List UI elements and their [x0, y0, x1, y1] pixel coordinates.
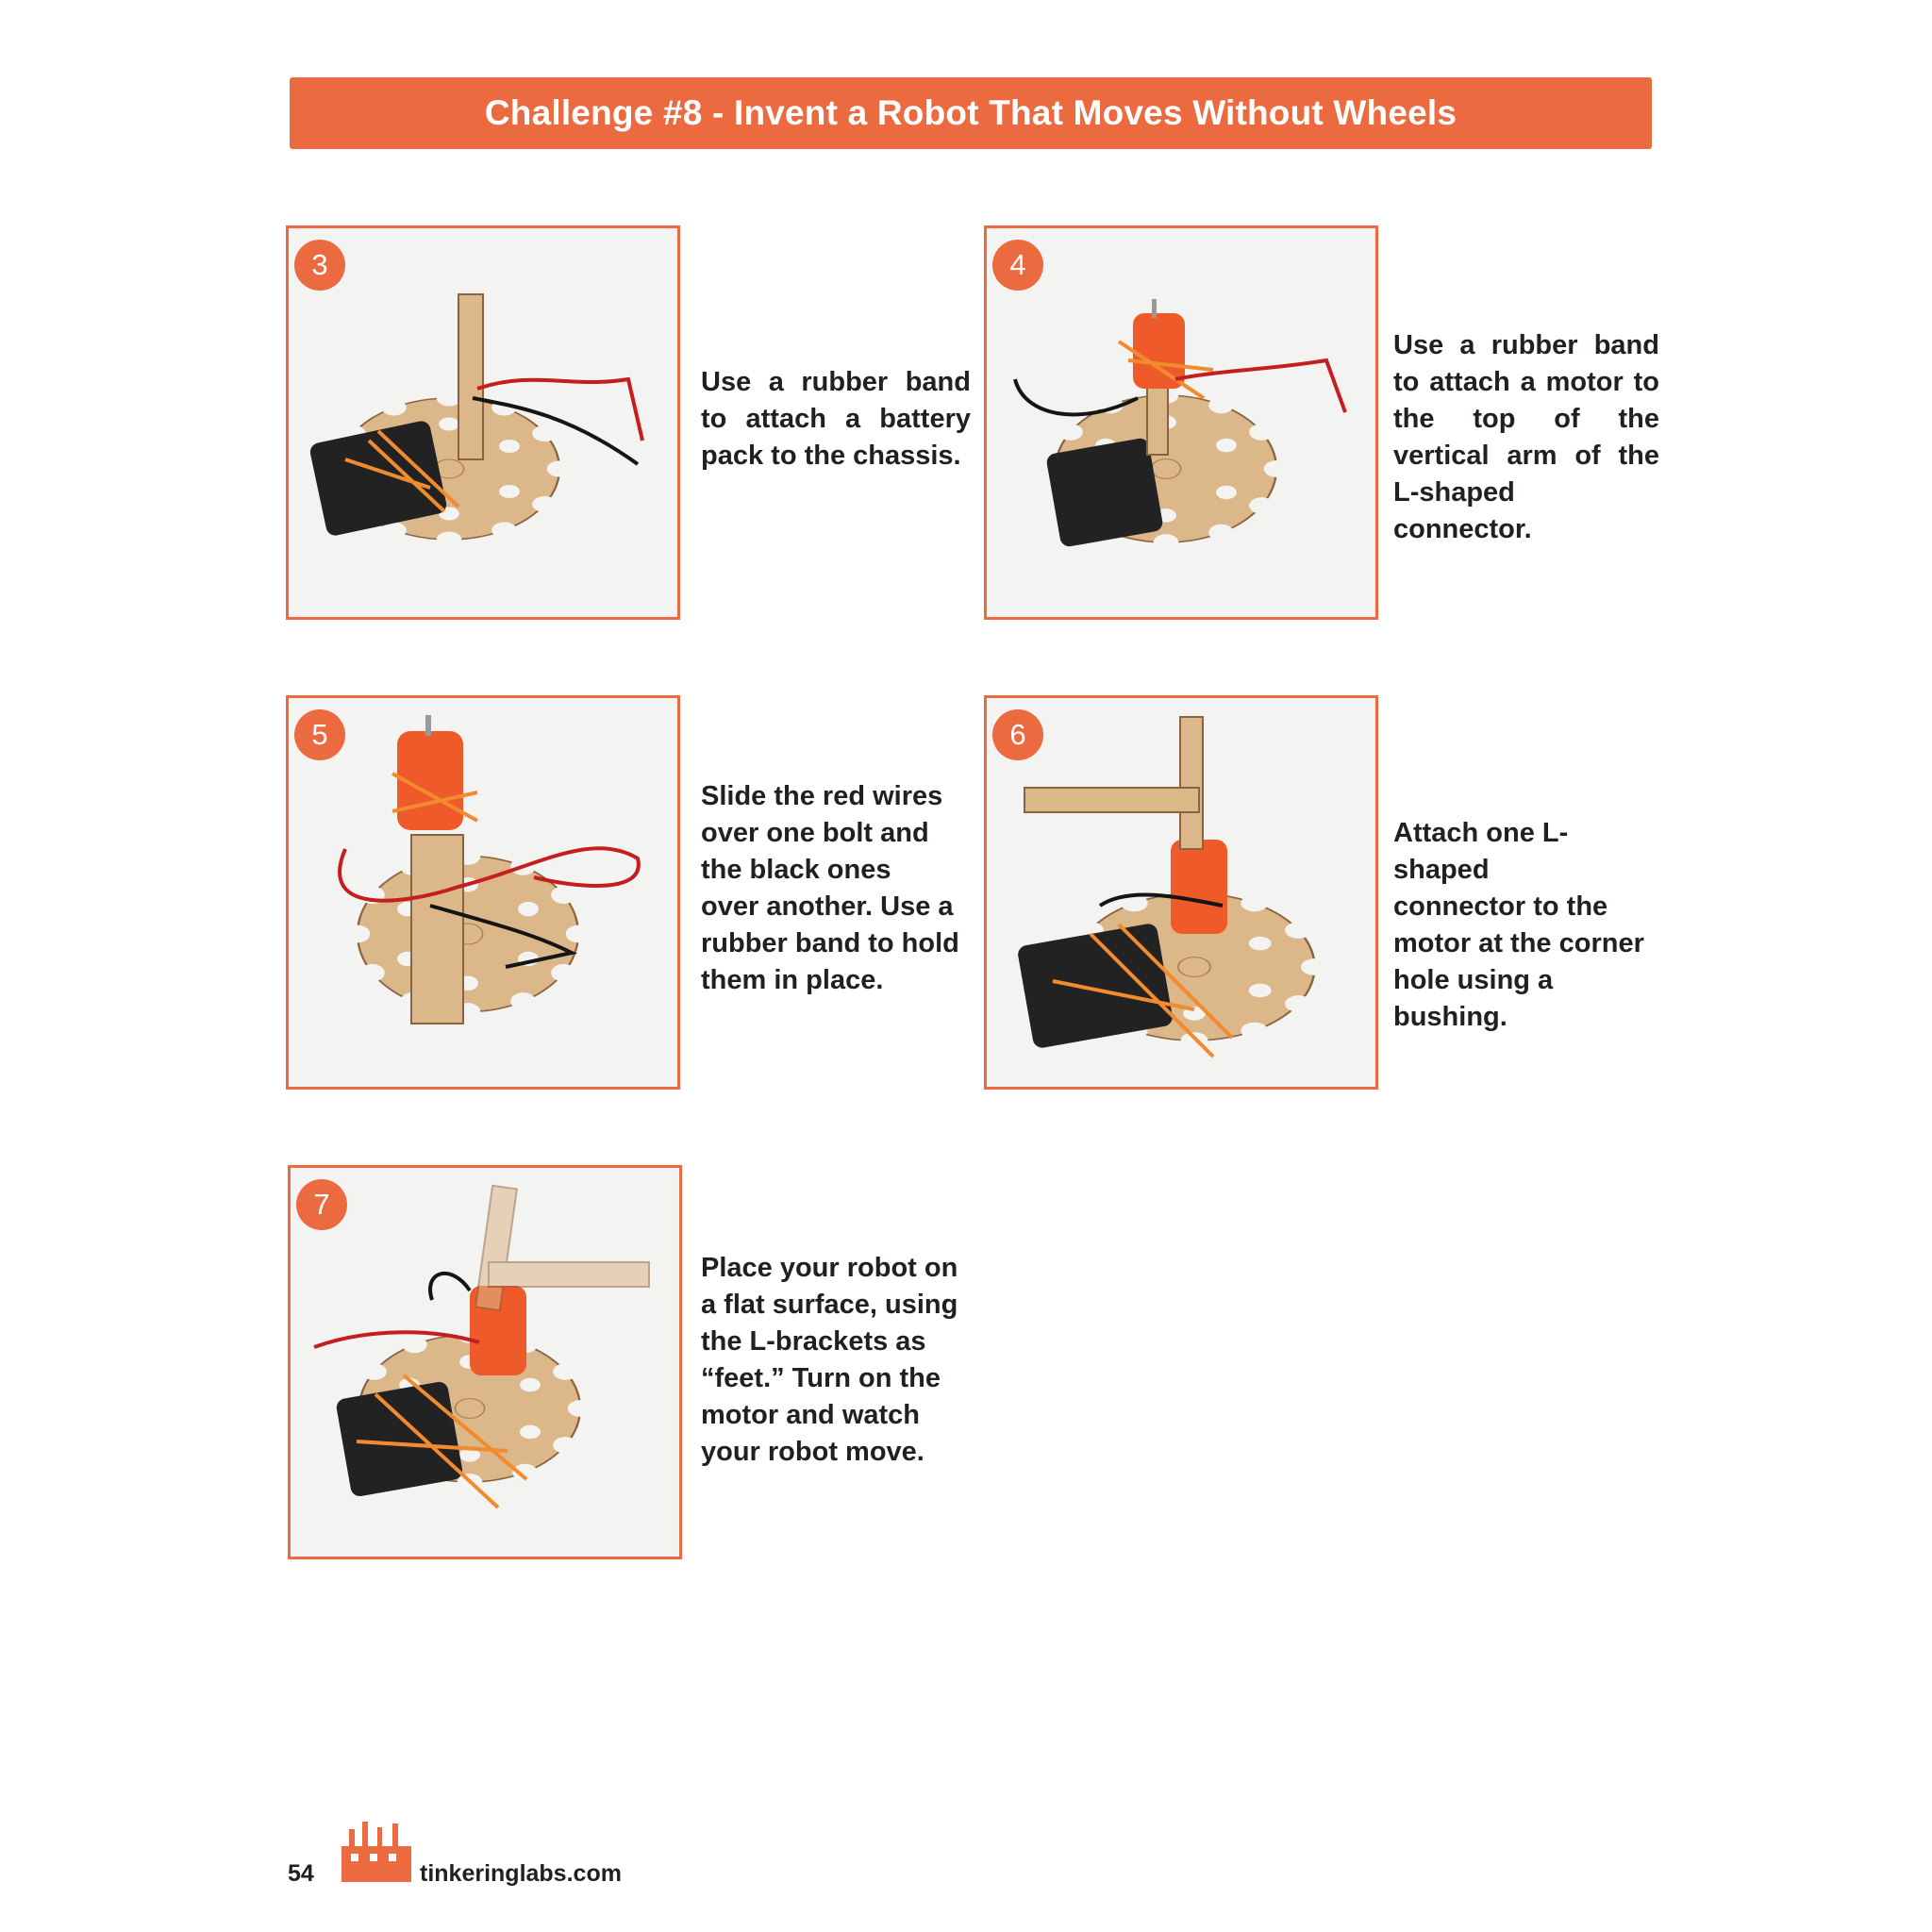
challenge-banner	[290, 77, 1652, 149]
step-7-text: Place your robot on a flat surface, using the L-brackets as “feet.” Turn on the motor and watch your robot move.	[701, 1253, 958, 1467]
step-3-badge: 3	[294, 240, 345, 291]
step-3-photo	[286, 225, 680, 620]
step-7-badge: 7	[296, 1179, 347, 1230]
robot-battery-illustration	[289, 228, 677, 617]
step-4-badge: 4	[992, 240, 1043, 291]
step-4-text: Use a rubber band to attach a motor to the top of the vertical arm of the L-shaped connector.	[1393, 330, 1659, 544]
step-3-text: Use a rubber band to attach a battery pack to the chassis.	[701, 367, 971, 471]
step-5-photo	[286, 695, 680, 1090]
page-number: 54	[288, 1860, 314, 1887]
robot-bracket-illustration	[987, 698, 1375, 1087]
robot-moving-illustration	[291, 1168, 679, 1557]
step-7-photo	[288, 1165, 682, 1559]
step-5-text: Slide the red wires over one bolt and the black ones over another. Use a rubber band to hold them in place.	[701, 781, 959, 995]
step-5-badge: 5	[294, 709, 345, 760]
tinkeringlabs-logo-icon	[341, 1816, 411, 1882]
challenge-title: Challenge #8 - Invent a Robot That Moves Without Wheels	[484, 93, 1457, 132]
step-4-photo	[984, 225, 1378, 620]
website-link[interactable]: tinkeringlabs.com	[420, 1860, 622, 1887]
robot-wires-illustration	[289, 698, 677, 1087]
step-6-badge: 6	[992, 709, 1043, 760]
step-6-photo	[984, 695, 1378, 1090]
step-6-text: Attach one L-shaped connector to the motor at the corner hole using a bushing.	[1393, 818, 1644, 1032]
robot-motor-illustration	[987, 228, 1375, 617]
